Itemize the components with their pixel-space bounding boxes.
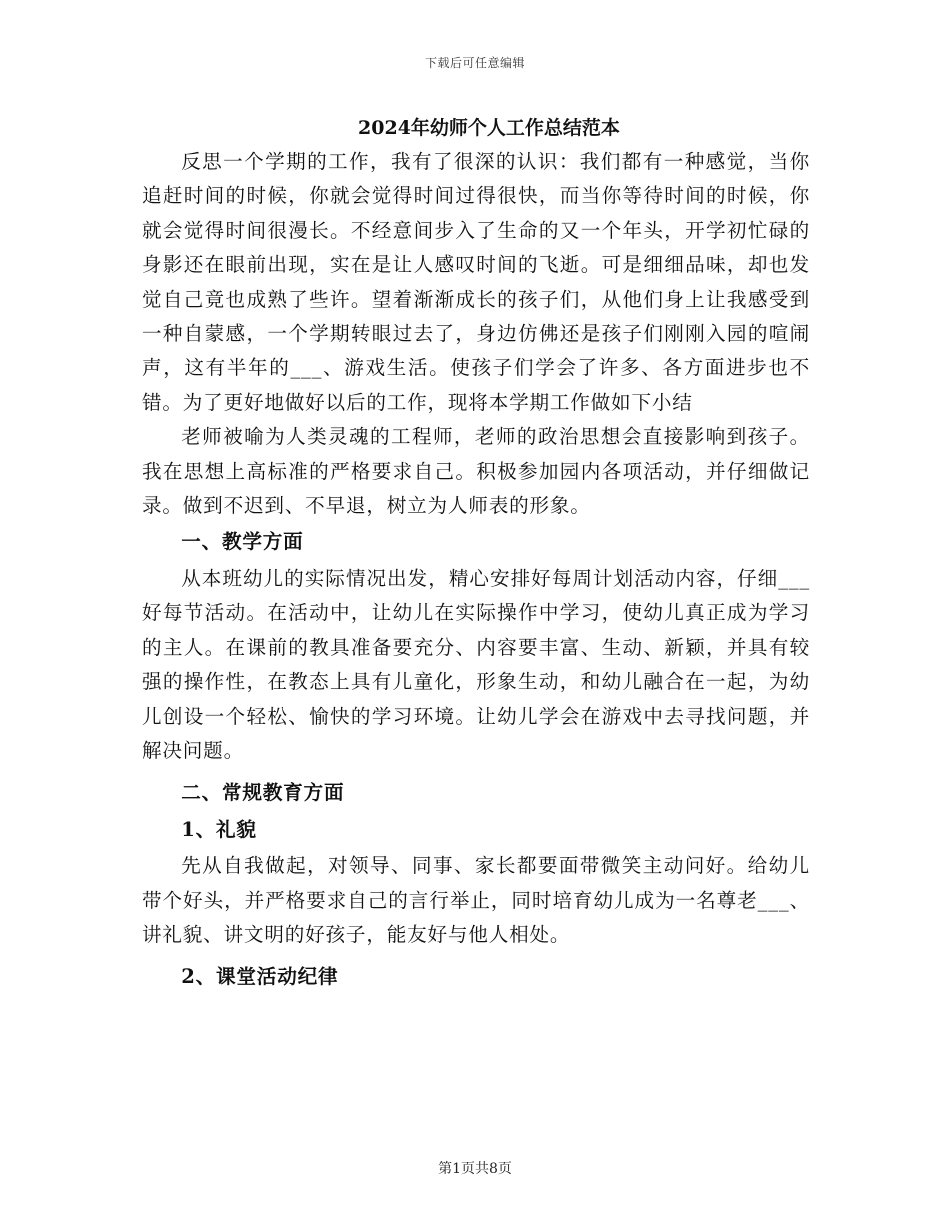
heading-courtesy: 1、礼貌 [181, 817, 257, 841]
header-note: 下载后可任意编辑 [424, 56, 525, 70]
heading-teaching: 一、教学方面 [181, 530, 304, 554]
paragraph-intro: 反思一个学期的工作，我有了很深的认识：我们都有一种感觉，当你追赶时间的时候，你就会觉得时间过得很快，而当你等待时间的时候，你就会觉得时间很漫长。不经意间步入了生命的又一个年头，开学初忙碌的身影还在眼前出现，实在是让人感叹时间的飞逝。可是细细品味，却也发觉自己竟也成熟了些许。望着渐渐成长的孩子们，从他们身上让我感受到一种自蒙感，一个学期转眼过去了，身边仿佛还是孩子们刚刚入园的喧闹声，这有半年的___、游戏生活。使孩子们学会了许多、各方面进步也不错。为了更好地做好以后的工作，现将本学期工作做如下小结 [142, 150, 810, 414]
page-number: 第1页共8页 [438, 1161, 512, 1177]
heading-routine-education: 二、常规教育方面 [181, 781, 345, 805]
heading-classroom-discipline: 2、课堂活动纪律 [181, 965, 339, 989]
paragraph-courtesy: 先从自我做起，对领导、同事、家长都要面带微笑主动问好。给幼儿带个好头，并严格要求自己的言行举止，同时培育幼儿成为一名尊老___、讲礼貌、讲文明的好孩子，能友好与他人相处。 [142, 854, 810, 946]
document-body [142, 113, 810, 997]
paragraph-ideology: 老师被喻为人类灵魂的工程师，老师的政治思想会直接影响到孩子。我在思想上高标准的严格要求自己。积极参加园内各项活动，并仔细做记录。做到不迟到、不早退，树立为人师表的形象。 [142, 425, 810, 518]
paragraph-teaching: 从本班幼儿的实际情况出发，精心安排好每周计划活动内容，仔细___好每节活动。在活动中，让幼儿在实际操作中学习，使幼儿真正成为学习的主人。在课前的教具准备要充分、内容要丰富、生动、新颖，并具有较强的操作性，在教态上具有儿童化，形象生动，和幼儿融合在一起，为幼儿创设一个轻松、愉快的学习环境。让幼儿学会在游戏中去寻找问题，并解决问题。 [142, 566, 810, 762]
document-title: 2024年幼师个人工作总结范本 [358, 117, 620, 139]
